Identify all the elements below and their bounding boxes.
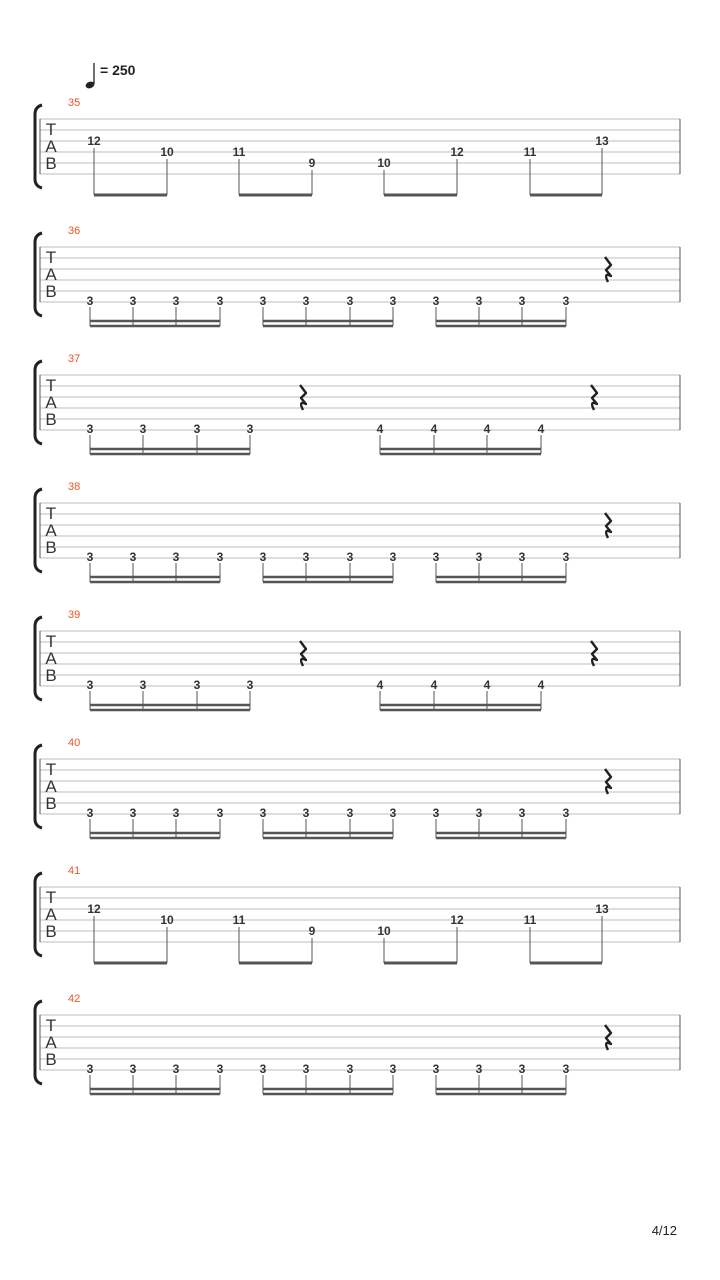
- fret-number: 3: [475, 806, 483, 820]
- measure-number: 40: [68, 737, 81, 749]
- tab-system-39: [35, 609, 680, 710]
- fret-number: 4: [430, 422, 438, 436]
- fret-number: 3: [475, 1062, 483, 1076]
- fret-number: 3: [139, 678, 147, 692]
- tab-system-38: [35, 481, 680, 582]
- tab-clef-letter: A: [45, 777, 57, 796]
- fret-number: 10: [377, 156, 391, 170]
- tab-system-36: [35, 225, 680, 326]
- fret-number: 9: [308, 156, 316, 170]
- tab-clef-letter: T: [45, 760, 57, 779]
- tab-clef-letter: B: [45, 538, 57, 557]
- measure-number: 42: [68, 993, 81, 1005]
- measure-number: 35: [68, 97, 81, 109]
- tab-clef-letter: A: [45, 393, 57, 412]
- system-bracket: [35, 1001, 42, 1084]
- fret-number: 10: [160, 913, 174, 927]
- fret-number: 3: [259, 294, 267, 308]
- fret-number: 3: [475, 294, 483, 308]
- tab-clef-letter: A: [45, 265, 57, 284]
- tab-clef-letter: T: [45, 1016, 57, 1035]
- page-number: 4/12: [651, 1223, 677, 1238]
- fret-number: 11: [232, 913, 246, 927]
- tab-clef-letter: A: [45, 521, 57, 540]
- fret-number: 3: [346, 1062, 354, 1076]
- fret-number: 3: [259, 806, 267, 820]
- system-bracket: [35, 873, 42, 956]
- system-bracket: [35, 617, 42, 700]
- fret-number: 3: [172, 550, 180, 564]
- measure-number: 38: [68, 481, 81, 493]
- fret-number: 3: [432, 550, 440, 564]
- measure-number: 41: [68, 865, 81, 877]
- fret-number: 3: [246, 422, 254, 436]
- fret-number: 3: [475, 550, 483, 564]
- tab-system-35: [35, 97, 680, 195]
- fret-number: 3: [172, 294, 180, 308]
- fret-number: 12: [87, 134, 101, 148]
- fret-number: 3: [246, 678, 254, 692]
- fret-number: 4: [376, 422, 384, 436]
- fret-number: 3: [518, 294, 526, 308]
- tab-clef-letter: T: [45, 632, 57, 651]
- system-bracket: [35, 361, 42, 444]
- fret-number: 3: [346, 294, 354, 308]
- tab-clef-letter: B: [45, 282, 57, 301]
- fret-number: 3: [389, 806, 397, 820]
- fret-number: 3: [562, 294, 570, 308]
- fret-number: 3: [346, 550, 354, 564]
- fret-number: 3: [216, 806, 224, 820]
- system-bracket: [35, 105, 42, 188]
- tab-system-41: [35, 865, 680, 963]
- tab-clef-letter: T: [45, 120, 57, 139]
- fret-number: 3: [432, 806, 440, 820]
- tab-clef-letter: T: [45, 248, 57, 267]
- fret-number: 3: [193, 678, 201, 692]
- fret-number: 11: [523, 145, 537, 159]
- fret-number: 3: [139, 422, 147, 436]
- tab-clef-letter: T: [45, 504, 57, 523]
- tab-system-40: [35, 737, 680, 838]
- fret-number: 3: [86, 678, 94, 692]
- fret-number: 11: [523, 913, 537, 927]
- fret-number: 3: [562, 550, 570, 564]
- tab-system-37: [35, 353, 680, 454]
- fret-number: 3: [259, 1062, 267, 1076]
- fret-number: 4: [537, 678, 545, 692]
- fret-number: 3: [302, 1062, 310, 1076]
- fret-number: 3: [216, 1062, 224, 1076]
- fret-number: 3: [389, 550, 397, 564]
- system-bracket: [35, 489, 42, 572]
- fret-number: 3: [562, 806, 570, 820]
- fret-number: 3: [86, 806, 94, 820]
- tab-system-42: [35, 993, 680, 1094]
- fret-number: 3: [172, 1062, 180, 1076]
- fret-number: 3: [389, 1062, 397, 1076]
- fret-number: 12: [450, 913, 464, 927]
- fret-number: 3: [518, 550, 526, 564]
- fret-number: 12: [87, 902, 101, 916]
- fret-number: 3: [86, 294, 94, 308]
- tab-clef-letter: B: [45, 154, 57, 173]
- tab-clef-letter: B: [45, 666, 57, 685]
- fret-number: 3: [86, 550, 94, 564]
- measure-number: 37: [68, 353, 81, 365]
- tab-clef-letter: T: [45, 376, 57, 395]
- tab-systems: [35, 97, 680, 1094]
- tab-clef-letter: B: [45, 410, 57, 429]
- fret-number: 3: [193, 422, 201, 436]
- tab-clef-letter: A: [45, 905, 57, 924]
- fret-number: 4: [376, 678, 384, 692]
- fret-number: 3: [86, 422, 94, 436]
- fret-number: 3: [389, 294, 397, 308]
- fret-number: 3: [432, 294, 440, 308]
- fret-number: 4: [483, 422, 491, 436]
- fret-number: 3: [302, 806, 310, 820]
- fret-number: 3: [432, 1062, 440, 1076]
- fret-number: 4: [483, 678, 491, 692]
- fret-number: 4: [537, 422, 545, 436]
- fret-number: 10: [160, 145, 174, 159]
- tab-clef-letter: A: [45, 649, 57, 668]
- fret-number: 3: [302, 294, 310, 308]
- fret-number: 3: [302, 550, 310, 564]
- fret-number: 3: [129, 550, 137, 564]
- fret-number: 3: [346, 806, 354, 820]
- fret-number: 11: [232, 145, 246, 159]
- measure-number: 36: [68, 225, 81, 237]
- fret-number: 3: [562, 1062, 570, 1076]
- system-bracket: [35, 745, 42, 828]
- fret-number: 12: [450, 145, 464, 159]
- fret-number: 3: [86, 1062, 94, 1076]
- tempo-marking: [85, 62, 136, 90]
- fret-number: 3: [129, 294, 137, 308]
- fret-number: 3: [129, 1062, 137, 1076]
- fret-number: 3: [259, 550, 267, 564]
- tempo-value: = 250: [100, 62, 136, 78]
- tab-clef-letter: T: [45, 888, 57, 907]
- fret-number: 9: [308, 924, 316, 938]
- tab-clef-letter: A: [45, 137, 57, 156]
- fret-number: 3: [518, 1062, 526, 1076]
- fret-number: 4: [430, 678, 438, 692]
- tab-clef-letter: B: [45, 1050, 57, 1069]
- tab-clef-letter: A: [45, 1033, 57, 1052]
- tab-clef-letter: B: [45, 922, 57, 941]
- fret-number: 3: [129, 806, 137, 820]
- fret-number: 3: [518, 806, 526, 820]
- measure-number: 39: [68, 609, 81, 621]
- fret-number: 3: [216, 294, 224, 308]
- fret-number: 10: [377, 924, 391, 938]
- system-bracket: [35, 233, 42, 316]
- fret-number: 3: [216, 550, 224, 564]
- tab-clef-letter: B: [45, 794, 57, 813]
- fret-number: 3: [172, 806, 180, 820]
- fret-number: 13: [595, 902, 609, 916]
- fret-number: 13: [595, 134, 609, 148]
